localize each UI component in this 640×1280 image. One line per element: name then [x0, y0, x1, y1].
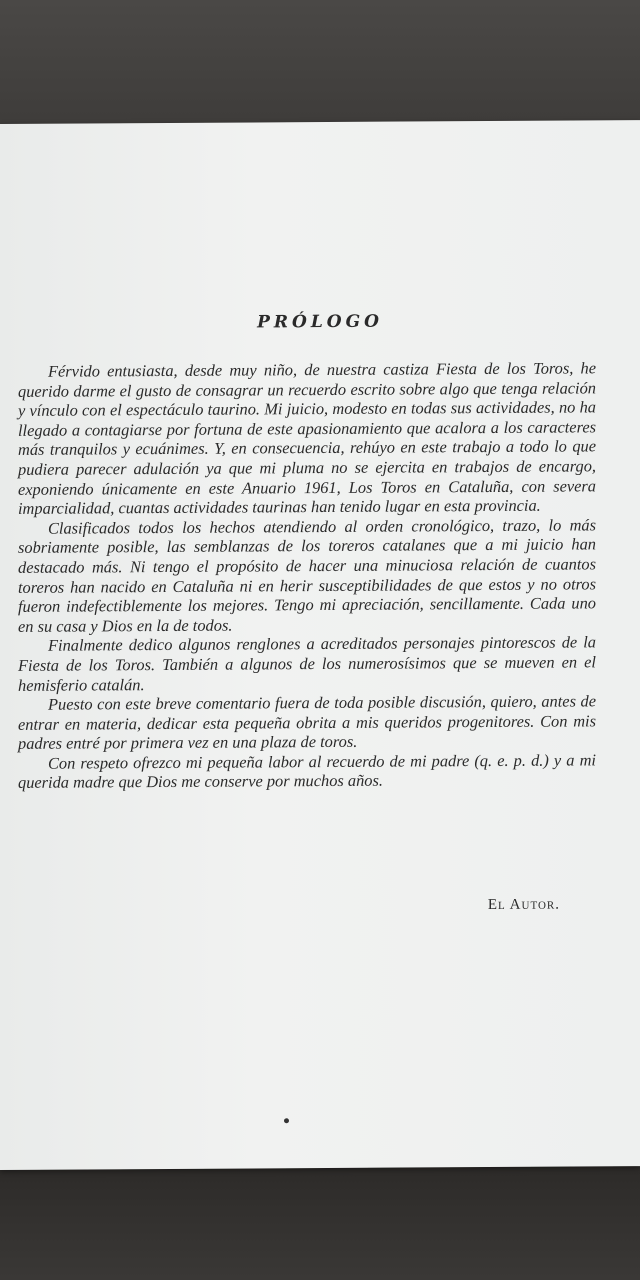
prologue-body — [18, 358, 596, 793]
page-heading: PRÓLOGO — [257, 311, 383, 333]
paragraph-2: Clasificados todos los hechos atendiendo al orden cronológico, trazo, lo más sobriamente posible, las semblanzas de los toreros catalanes que a mi juicio han destacado más. Ni tengo el propósito de hacer una minuciosa relación de cuantos toreros han nacido en Cataluña ni en herir susceptibilidades de que estos y no otros fueron indefectiblemente los mejores. Tengo mi apreciación, sencillamente. Cada uno en su casa y Dios en la de todos. — [18, 515, 596, 636]
page-mark — [284, 1118, 289, 1123]
author-signature: El Autor. — [487, 896, 560, 914]
paragraph-4: Puesto con este breve comentario fuera de toda posible discusión, quiero, antes de entrar en materia, dedicar esta pequeña obrita a mis queridos progenitores. Con mis padres entré por primera vez en una plaza de toros. — [18, 691, 596, 754]
paragraph-5: Con respeto ofrezco mi pequeña labor al recuerdo de mi padre (q. e. p. d.) y a mi querida madre que Dios me conserve por muchos años. — [18, 750, 596, 793]
paragraph-1: Férvido entusiasta, desde muy niño, de nuestra castiza Fiesta de los Toros, he querido darme el gusto de consagrar un recuerdo escrito sobre algo que tenga relación y vínculo con el espectáculo taurino. Mi juicio, modesto en todas sus actividades, no ha llegado a contagiarse por fortuna de este apasionamiento que acalora a los caracteres más tranquilos y ecuánimes. Y, en consecuencia, rehúyo en este trabajo a todo lo que pudiera parecer adulación ya que mi pluma no se ejercita en trabajos de encargo, exponiendo únicamente en este Anuario 1961, Los Toros en Cataluña, con severa imparcialidad, cuantas actividades taurinas han tenido lugar en esta provincia. — [18, 358, 596, 519]
paragraph-3: Finalmente dedico algunos renglones a acreditados personajes pintorescos de la Fiesta de los Toros. También a algunos de los numerosísimos que se mueven en el hemisferio catalán. — [18, 632, 596, 695]
background-bottom — [0, 1160, 640, 1280]
book-page — [0, 120, 640, 1170]
